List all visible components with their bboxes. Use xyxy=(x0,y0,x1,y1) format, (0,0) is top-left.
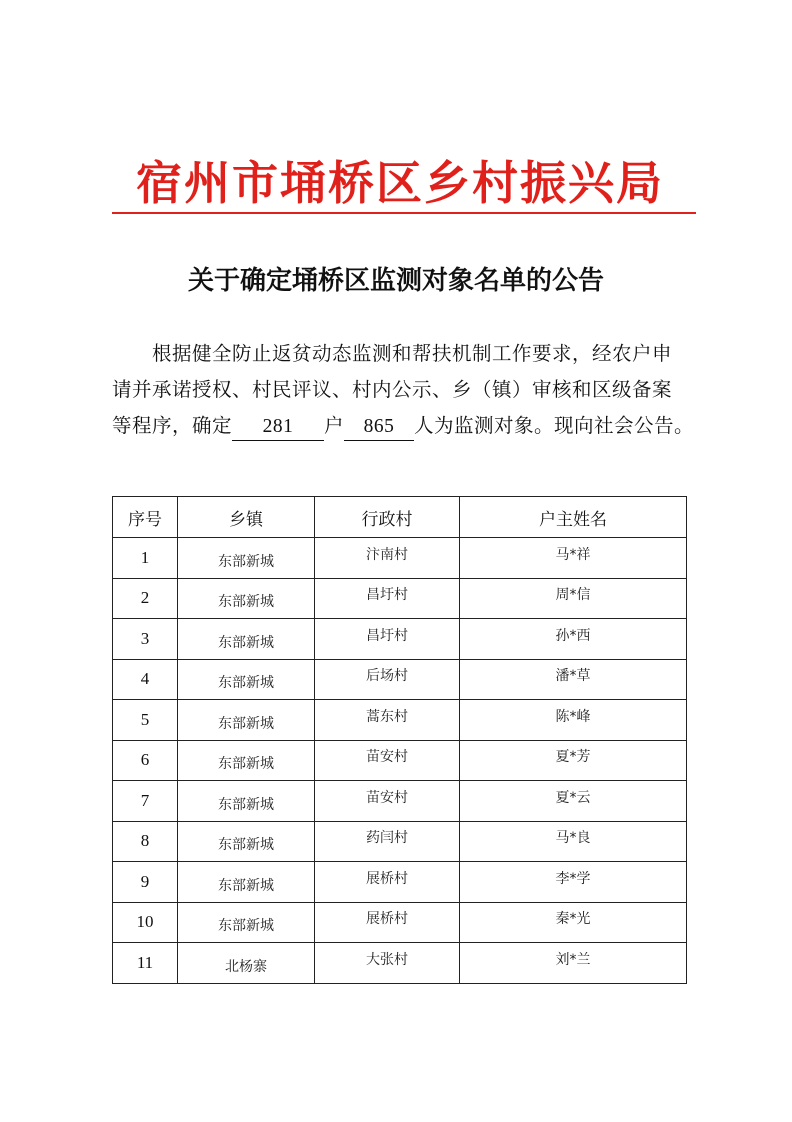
householder-cell xyxy=(460,781,687,822)
agency-header: 宿州市埇桥区乡村振兴局 xyxy=(136,156,664,210)
householder-cell-text: 马*良 xyxy=(555,830,591,847)
village-cell-text: 昌圩村 xyxy=(366,627,408,644)
village-cell xyxy=(315,700,460,741)
householder-cell-text: 夏*芳 xyxy=(555,749,591,766)
seq-cell-text: 1 xyxy=(140,547,150,567)
seq-cell xyxy=(113,538,178,579)
town-cell-text: 东部新城 xyxy=(218,715,274,732)
village-cell-text: 苗安村 xyxy=(366,749,408,766)
town-cell xyxy=(178,578,315,619)
householder-cell xyxy=(460,821,687,862)
town-cell-text: 东部新城 xyxy=(218,877,274,894)
householder-cell xyxy=(460,902,687,943)
town-cell xyxy=(178,700,315,741)
householder-cell xyxy=(460,862,687,903)
table-row xyxy=(113,700,687,741)
town-cell-text: 东部新城 xyxy=(218,796,274,813)
town-cell-text: 东部新城 xyxy=(218,634,274,651)
header-town: 乡镇 xyxy=(178,497,315,538)
table-row xyxy=(113,538,687,579)
seq-cell xyxy=(113,740,178,781)
town-cell xyxy=(178,943,315,984)
village-cell-text: 后场村 xyxy=(366,668,408,685)
seq-cell-text: 3 xyxy=(140,628,150,648)
seq-cell-text: 2 xyxy=(140,588,150,608)
table-row xyxy=(113,821,687,862)
town-cell xyxy=(178,619,315,660)
table-row xyxy=(113,578,687,619)
header-householder: 户主姓名 xyxy=(460,497,687,538)
village-cell xyxy=(315,740,460,781)
town-cell xyxy=(178,821,315,862)
town-cell xyxy=(178,659,315,700)
village-cell xyxy=(315,862,460,903)
town-cell-text: 东部新城 xyxy=(218,553,274,570)
village-cell xyxy=(315,659,460,700)
table-row xyxy=(113,902,687,943)
town-cell xyxy=(178,740,315,781)
householder-cell-text: 刘*兰 xyxy=(555,951,591,968)
header-village: 行政村 xyxy=(315,497,460,538)
seq-cell xyxy=(113,659,178,700)
householder-cell xyxy=(460,538,687,579)
village-cell xyxy=(315,578,460,619)
householder-cell-text: 陈*峰 xyxy=(555,708,591,725)
paragraph-line-2: 请并承诺授权、村民评议、村内公示、乡（镇）审核和区级备案 xyxy=(112,378,673,401)
header-seq: 序号 xyxy=(113,497,178,538)
village-cell-text: 大张村 xyxy=(366,951,408,968)
town-cell-text: 东部新城 xyxy=(218,837,274,854)
town-cell-text: 东部新城 xyxy=(218,675,274,692)
monitoring-roster-table xyxy=(112,496,687,984)
seq-cell-text: 4 xyxy=(140,669,150,689)
seq-cell-text: 5 xyxy=(140,709,150,729)
householder-cell-text: 周*信 xyxy=(555,587,591,604)
householder-cell xyxy=(460,659,687,700)
village-cell xyxy=(315,902,460,943)
header-divider xyxy=(112,212,696,214)
village-cell-text: 汴南村 xyxy=(366,546,408,563)
notice-title: 关于确定埇桥区监测对象名单的公告 xyxy=(187,265,604,296)
village-cell-text: 展桥村 xyxy=(366,870,408,887)
householder-cell xyxy=(460,578,687,619)
seq-cell-text: 7 xyxy=(140,790,150,810)
householder-cell-text: 秦*光 xyxy=(555,911,591,928)
town-cell xyxy=(178,781,315,822)
town-cell-text: 东部新城 xyxy=(218,918,274,935)
householder-cell-text: 孙*西 xyxy=(555,627,591,644)
seq-cell xyxy=(113,902,178,943)
seq-cell xyxy=(113,781,178,822)
town-cell-text: 北杨寨 xyxy=(225,958,267,975)
seq-cell xyxy=(113,619,178,660)
seq-cell xyxy=(113,862,178,903)
village-cell xyxy=(315,538,460,579)
householder-cell xyxy=(460,943,687,984)
paragraph-line-3-suffix: 人为监测对象。现向社会公告。 xyxy=(414,414,695,437)
village-cell-text: 展桥村 xyxy=(366,911,408,928)
paragraph-line-3 xyxy=(112,408,696,444)
seq-cell-text: 11 xyxy=(136,952,154,972)
village-cell-text: 蒿东村 xyxy=(366,708,408,725)
householder-cell-text: 夏*云 xyxy=(555,789,591,806)
seq-cell-text: 10 xyxy=(136,912,154,932)
table-header-row xyxy=(113,497,687,538)
table-row xyxy=(113,659,687,700)
householder-cell-text: 潘*草 xyxy=(555,668,591,685)
table-row xyxy=(113,862,687,903)
householder-cell-text: 李*学 xyxy=(555,870,591,887)
notice-paragraph xyxy=(112,336,696,444)
village-cell-text: 药闫村 xyxy=(366,830,408,847)
household-unit: 户 xyxy=(324,414,345,437)
seq-cell xyxy=(113,943,178,984)
householder-cell xyxy=(460,700,687,741)
town-cell xyxy=(178,902,315,943)
table-row xyxy=(113,740,687,781)
seq-cell xyxy=(113,700,178,741)
village-cell-text: 昌圩村 xyxy=(366,587,408,604)
householder-cell-text: 马*祥 xyxy=(555,546,591,563)
village-cell xyxy=(315,943,460,984)
town-cell xyxy=(178,862,315,903)
seq-cell xyxy=(113,821,178,862)
householder-cell xyxy=(460,619,687,660)
village-cell-text: 苗安村 xyxy=(366,789,408,806)
village-cell xyxy=(315,781,460,822)
village-cell xyxy=(315,619,460,660)
seq-cell xyxy=(113,578,178,619)
town-cell-text: 东部新城 xyxy=(218,594,274,611)
table-row xyxy=(113,619,687,660)
seq-cell-text: 8 xyxy=(140,831,150,851)
paragraph-line-1: 根据健全防止返贫动态监测和帮扶机制工作要求，经农户申 xyxy=(152,342,673,365)
table-body xyxy=(113,538,687,984)
village-cell xyxy=(315,821,460,862)
householder-cell xyxy=(460,740,687,781)
seq-cell-text: 6 xyxy=(140,750,150,770)
town-cell xyxy=(178,538,315,579)
table-row xyxy=(113,943,687,984)
household-count: 281 xyxy=(232,414,324,441)
seq-cell-text: 9 xyxy=(140,871,150,891)
table-row xyxy=(113,781,687,822)
person-count: 865 xyxy=(344,414,414,441)
town-cell-text: 东部新城 xyxy=(218,756,274,773)
paragraph-line-3-prefix: 等程序，确定 xyxy=(112,414,233,437)
